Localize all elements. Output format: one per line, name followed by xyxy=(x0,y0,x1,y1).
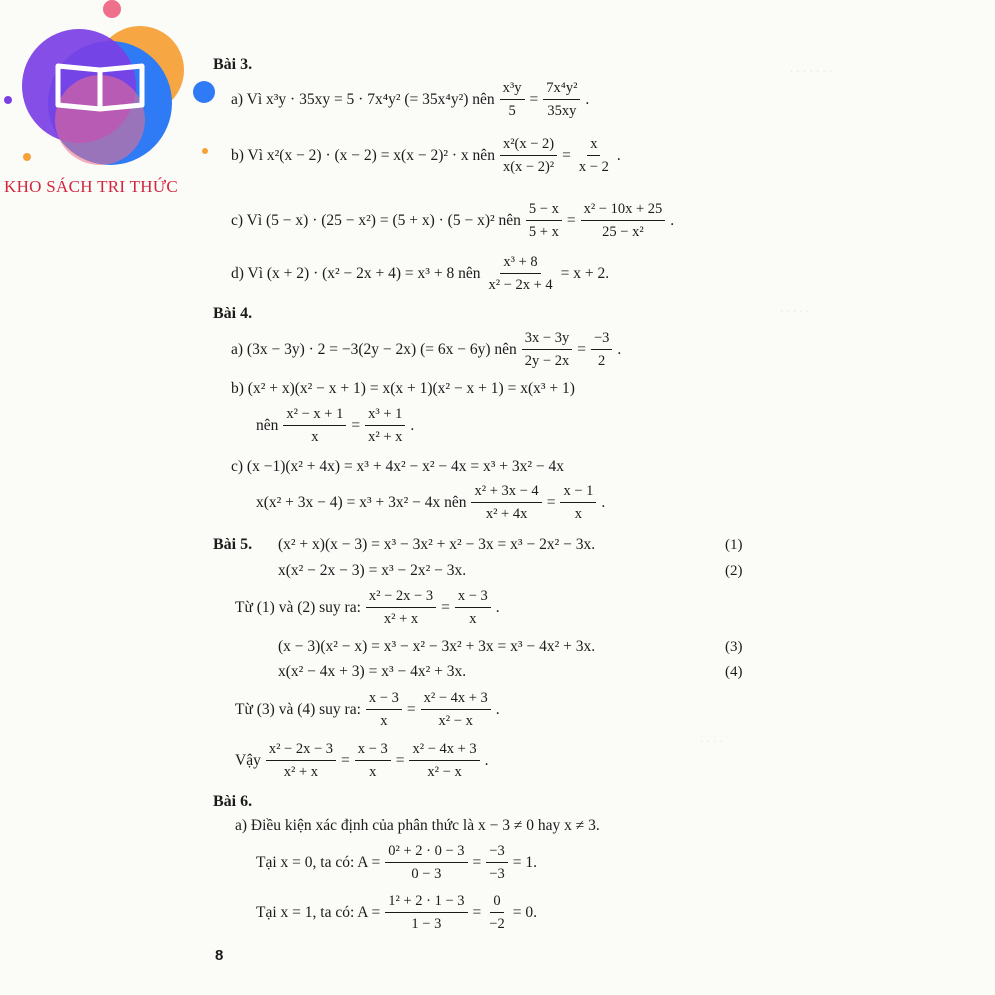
bai5-line5: x(x² − 4x + 3) = x³ − 4x² + 3x. xyxy=(278,663,467,680)
bai6-a: a) Điều kiện xác định của phân thức là x − 3 ≠ 0 hay x ≠ 3. xyxy=(235,817,600,834)
fraction: $\frac{x}{x - 2}$ xyxy=(578,136,609,175)
bai4-c1: c) (x −1)(x² + 4x) = x³ + 4x² − x² − 4x = x³ + 3x² − 4x xyxy=(231,458,564,475)
fraction: $\frac{0}{-2}$ xyxy=(489,893,505,932)
fraction: $\frac{-3}{-3}$ xyxy=(486,843,507,882)
bai3-c-text: c) Vì (5 − x) · (25 − x²) = (5 + x) · (5 − x)² nên xyxy=(231,211,521,229)
bai3-title: Bài 3. xyxy=(213,56,253,73)
bai3-a: a) Vì x³y · 35xy = 5 · 7x⁴y² (= 35x⁴y²) nên $\frac{\text{x³y}}{5}$ = $\frac{\text{7x⁴y²}}{35xy}$ . xyxy=(231,80,590,119)
fraction: $\frac{-3}{2}$ xyxy=(591,330,612,369)
bai4-title: Bài 4. xyxy=(213,305,253,322)
bai5-line4: (x − 3)(x² − x) = x³ − x² − 3x² + 3x = x³ − 4x² + 3x. xyxy=(278,638,596,655)
bai6-t0: Tại x = 0, ta có: A = $\frac{\text{0² + 2 · 0 − 3}}{0 - 3}$ = $\frac{-3}{-3}$ = 1. xyxy=(256,843,537,882)
brand-logo xyxy=(0,0,240,200)
bai4-c2-text: x(x² + 3x − 4) = x³ + 3x² − 4x nên xyxy=(256,493,467,511)
fraction: $\frac{x - 3}{x}$ xyxy=(455,588,491,627)
eq-number-1: (1) xyxy=(725,537,743,553)
fraction: $\frac{\text{1² + 2 · 1 − 3}}{1 - 3}$ xyxy=(385,893,467,932)
fraction: $\frac{\text{x² − 2x − 3}}{\text{x² + x}}$ xyxy=(366,588,436,627)
bai4-a: a) (3x − 3y) · 2 = −3(2y − 2x) (= 6x − 6y) nên $\frac{3x - 3y}{2y - 2x}$ = $\frac{-3}{2}$ . xyxy=(231,330,622,369)
bai5-line3: Từ (1) và (2) suy ra: $\frac{\text{x² − 2x − 3}}{\text{x² + x}}$ = $\frac{x - 3}{x}$ . xyxy=(235,588,500,627)
fraction: $\frac{5 - x}{5 + x}$ xyxy=(526,201,562,240)
fraction: $\frac{\text{x² − 2x − 3}}{\text{x² + x}}$ xyxy=(266,741,336,780)
bai4-b2: nên $\frac{\text{x² − x + 1}}{x}$ = $\frac{\text{x³ + 1}}{\text{x² + x}}$ . xyxy=(256,406,415,445)
bai3-b: b) Vì x²(x − 2) · (x − 2) = x(x − 2)² · x nên $\frac{\text{x²(x − 2)}}{\text{x(x − 2)²}}$ = $\frac{x}{x - 2}$ . xyxy=(231,136,621,175)
bai4-a-text: a) (3x − 3y) · 2 = −3(2y − 2x) (= 6x − 6y) nên xyxy=(231,340,517,358)
fraction: $\frac{x - 3}{x}$ xyxy=(355,741,391,780)
bai3-a-text: a) Vì x³y · 35xy = 5 · 7x⁴y² (= 35x⁴y²) nên xyxy=(231,90,495,108)
fraction: $\frac{\text{x³y}}{5}$ xyxy=(500,80,525,119)
fraction: $\frac{\text{x² − 10x + 25}}{\text{25 − x²}}$ xyxy=(581,201,666,240)
bai3-b-text: b) Vì x²(x − 2) · (x − 2) = x(x − 2)² · x nên xyxy=(231,146,495,164)
bai3-d: d) Vì (x + 2) · (x² − 2x + 4) = x³ + 8 nên $\frac{\text{x³ + 8}}{\text{x² − 2x + 4}}$ = x + 2. xyxy=(231,254,610,293)
fraction: $\frac{\text{x² − 4x + 3}}{\text{x² − x}}$ xyxy=(409,741,479,780)
bai5-line7: Vậy $\frac{\text{x² − 2x − 3}}{\text{x² + x}}$ = $\frac{x - 3}{x}$ = $\frac{\text{x² − 4x + 3}}{\text{x² − x}}$ . xyxy=(235,741,489,780)
eq-number-3: (3) xyxy=(725,639,743,655)
fraction: $\frac{\text{x³ + 1}}{\text{x² + x}}$ xyxy=(365,406,405,445)
bai4-b2-text: nên xyxy=(256,416,279,434)
fraction: $\frac{\text{x³ + 8}}{\text{x² − 2x + 4}}$ xyxy=(488,254,553,293)
bai3-c: c) Vì (5 − x) · (25 − x²) = (5 + x) · (5 − x)² nên $\frac{5 - x}{5 + x}$ = $\frac{\text{x² − 10x + 25}}{\text{25 − x²}}$ . xyxy=(231,201,675,240)
bai6-t1: Tại x = 1, ta có: A = $\frac{\text{1² + 2 · 1 − 3}}{1 - 3}$ = $\frac{0}{-2}$ = 0. xyxy=(256,893,537,932)
eq-number-2: (2) xyxy=(725,563,743,579)
eq-number-4: (4) xyxy=(725,664,743,680)
fraction: $\frac{x - 3}{x}$ xyxy=(366,690,402,729)
open-book-icon xyxy=(0,0,240,200)
bai3-d-text: d) Vì (x + 2) · (x² − 2x + 4) = x³ + 8 nên xyxy=(231,264,481,282)
bai5-line6: Từ (3) và (4) suy ra: $\frac{x - 3}{x}$ = $\frac{\text{x² − 4x + 3}}{\text{x² − x}}$ . xyxy=(235,690,500,729)
fraction: $\frac{3x - 3y}{2y - 2x}$ xyxy=(522,330,572,369)
bai4-c2: x(x² + 3x − 4) = x³ + 3x² − 4x nên $\frac{\text{x² + 3x − 4}}{\text{x² + 4x}}$ = $\frac{x - 1}{x}$ . xyxy=(256,483,606,522)
fraction: $\frac{\text{x² − x + 1}}{x}$ xyxy=(283,406,346,445)
fraction: $\frac{x - 1}{x}$ xyxy=(560,483,596,522)
fraction: $\frac{\text{x²(x − 2)}}{\text{x(x − 2)²}}$ xyxy=(500,136,557,175)
bai4-b1: b) (x² + x)(x² − x + 1) = x(x + 1)(x² − x + 1) = x(x³ + 1) xyxy=(231,380,575,397)
bai5-title: Bài 5. xyxy=(213,536,253,553)
bai5-line1: (x² + x)(x − 3) = x³ − 3x² + x² − 3x = x³ − 2x² − 3x. xyxy=(278,536,596,553)
fraction: $\frac{\text{7x⁴y²}}{35xy}$ xyxy=(543,80,580,119)
book-page: . . . . . . . . . . . . . . . . KHO SÁCH TRI THỨC Bài 3. a) Vì x³y · 35xy = 5 · 7x⁴y² (= 35x⁴y²) nên $\frac{\text{x³y}}{5}$ = $\frac{\text{7x⁴y²}}{35xy}$ . b) Vì x²(x − 2) · (x − 2) = x(x − 2)² · x nên $\frac{\text{x²(x − 2)}}{\text{x(x − 2)²}}$ = $\frac{x}{x - 2}$ . c) Vì (5 − x) · (25 − x²) = (5 + x) · (5 − x)² nên $\frac{5 - x}{5 + x}$ = $\frac{\text{x² − 10x + 25}}{\text{25 − x²}}$ . d) Vì (x + 2) · (x² − 2x + 4) = x³ + 8 nên $\frac{\text{x³ + 8}}{\text{x² − 2x + 4}}$ = x + 2. Bài 4. a) (3x − 3y) · 2 = −3(2y − 2x) (= 6x − 6y) nên $\frac{3x - 3y}{2y - 2x}$ = $\frac{-3}{2}$ . b) (x² + x)(x² − x + 1) = x(x + 1)(x² − x + 1) = x(x³ + 1) nên $\frac{\text{x² − x + 1}}{x}$ = $\frac{\text{x³ + 1}}{\text{x² + x}}$ . c) (x −1)(x² + 4x) = x³ + 4x² − x² − 4x = x³ + 3x² − 4x x(x² + 3x − 4) = x³ + 3x² − 4x nên $\frac{\text{x² + 3x − 4}}{\text{x² + 4x}}$ = $\frac{x - 1}{x}$ . Bài 5. (x² + x)(x − 3) = x³ − 3x² + x² − 3x = x³ − 2x² − 3x. (1) x(x² − 2x − 3) = x³ − 2x² − 3x. (2) Từ (1) và (2) suy ra: $\frac{\text{x² − 2x − 3}}{\text{x² + x}}$ = $\frac{x - 3}{x}$ . (x − 3)(x² − x) = x³ − x² − 3x² + 3x = x³ − 4x² + 3x. (3) x(x² − 4x + 3) = x³ − 4x² + 3x. (4) Từ (3) và (4) suy ra: $\frac{x - 3}{x}$ = $\frac{\text{x² − 4x + 3}}{\text{x² − x}}$ . Vậy $\frac{\text{x² − 2x − 3}}{\text{x² + x}}$ = $\frac{x - 3}{x}$ = $\frac{\text{x² − 4x + 3}}{\text{x² − x}}$ . Bài 6. a) Điều kiện xác định của phân thức là x − 3 ≠ 0 hay x ≠ 3. Tại x = 0, ta có: A = $\frac{\text{0² + 2 · 0 − 3}}{0 - 3}$ = $\frac{-3}{-3}$ = 1. Tại x = 1, ta có: A = $\frac{\text{1² + 2 · 1 − 3}}{1 - 3}$ = $\frac{0}{-2}$ = 0. 8 xyxy=(0,0,995,995)
fraction: $\frac{\text{x² + 3x − 4}}{\text{x² + 4x}}$ xyxy=(471,483,541,522)
bai5-line2: x(x² − 2x − 3) = x³ − 2x² − 3x. xyxy=(278,562,467,579)
brand-name: KHO SÁCH TRI THỨC xyxy=(4,177,178,196)
fraction: $\frac{\text{x² − 4x + 3}}{\text{x² − x}}$ xyxy=(421,690,491,729)
page-number: 8 xyxy=(215,947,224,964)
fraction: $\frac{\text{0² + 2 · 0 − 3}}{0 - 3}$ xyxy=(385,843,467,882)
bai6-title: Bài 6. xyxy=(213,793,253,810)
